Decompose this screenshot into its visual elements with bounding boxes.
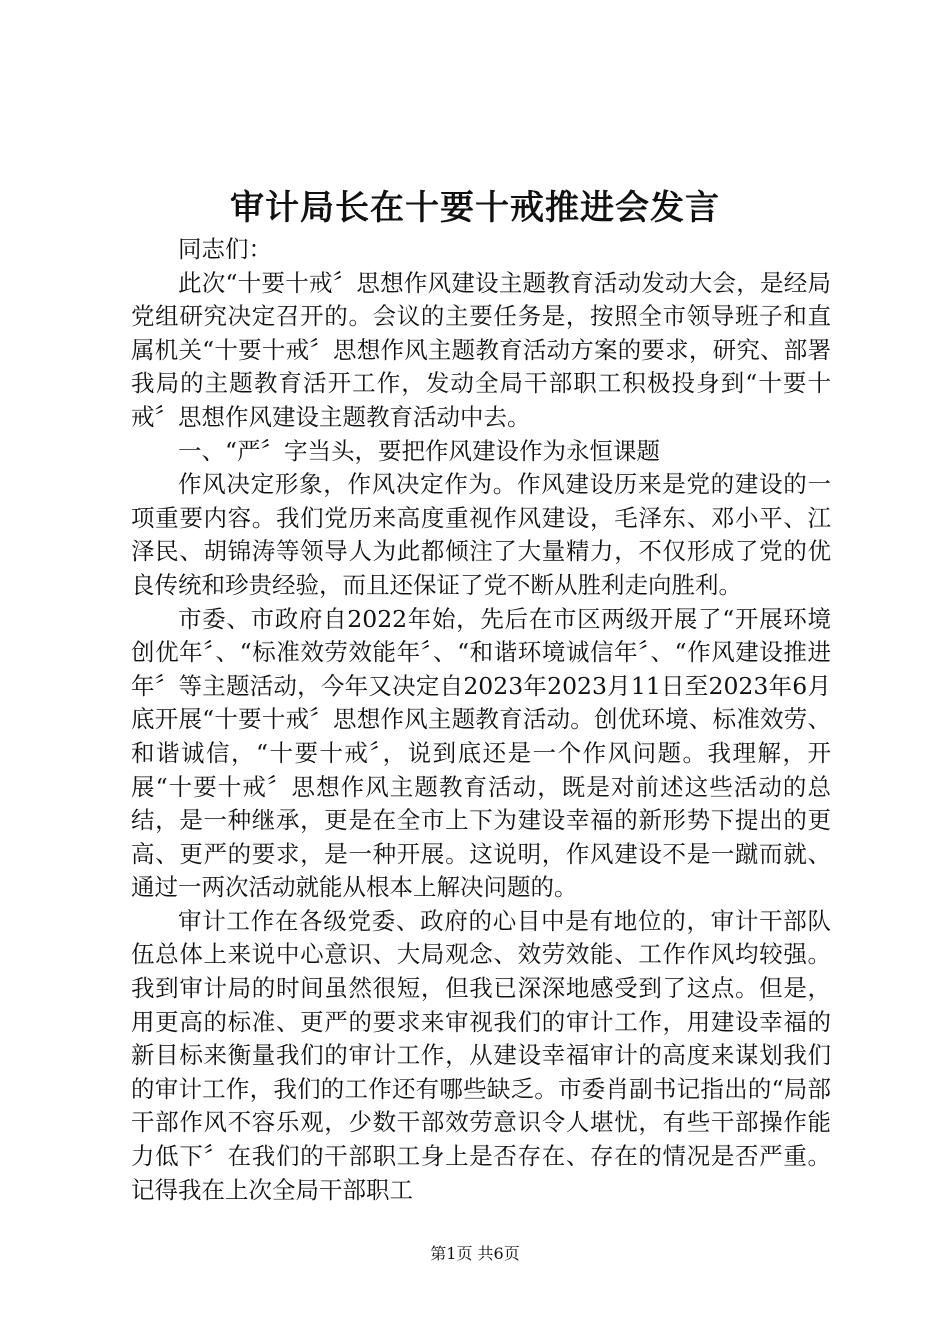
- body-paragraph: 此次“十要十戒〞思想作风建设主题教育活动发动大会，是经局党组研究决定召开的。会议的主要任务是，按照全市领导班子和直属机关“十要十戒〞思想作风主题教育活动方案的要求，研究、部署我局的主题教育活开工作，发动全局干部职工积极投身到“十要十戒〞思想作风建设主题教育活动中去。: [131, 268, 831, 431]
- salutation-paragraph: 同志们：: [178, 235, 272, 263]
- body-paragraph: 审计工作在各级党委、政府的心目中是有地位的，审计干部队伍总体上来说中心意识、大局观念、效劳效能、工作作风均较强。我到审计局的时间虽然很短，但我已深深地感受到了这点。但是，用更高的标准、更严的要求来审视我们的审计工作，用建设幸福的新目标来衡量我们的审计工作，从建设幸福审计的高度来谋划我们的审计工作，我们的工作还有哪些缺乏。市委肖副书记指出的“局部干部作风不容乐观，少数干部效劳意识令人堪忧，有些干部操作能力低下〞在我们的干部职工身上是否存在、存在的情况是否严重。记得我在上次全局干部职工: [131, 906, 831, 1204]
- document-body: [131, 233, 831, 1207]
- document-title: 审计局长在十要十戒推进会发言: [230, 188, 720, 228]
- page-number-footer: 第1页 共6页: [430, 1244, 520, 1263]
- section-heading: 一、“严〞字当头，要把作风建设作为永恒课题: [178, 436, 661, 465]
- body-paragraph: 市委、市政府自2022年始，先后在市区两级开展了“开展环境创优年〞、“标准效劳效能年〞、“和谐环境诚信年〞、“作风建设推进年〞等主题活动，今年又决定自2023年2023月11日至2023年6月底开展“十要十戒〞思想作风主题教育活动。创优环境、标准效劳、和谐诚信，“十要十戒〞，说到底还是一个作风问题。我理解，开展“十要十戒〞思想作风主题教育活动，既是对前述这些活动的总结，是一种继承，更是在全市上下为建设幸福的新形势下提出的更高、更严的要求，是一种开展。这说明，作风建设不是一蹴而就、通过一两次活动就能从根本上解决问题的。: [131, 604, 831, 902]
- body-paragraph: 作风决定形象，作风决定作为。作风建设历来是党的建设的一项重要内容。我们党历来高度重视作风建设，毛泽东、邓小平、江泽民、胡锦涛等领导人为此都倾注了大量精力，不仅形成了党的优良传统和珍贵经验，而且还保证了党不断从胜利走向胜利。: [131, 470, 831, 599]
